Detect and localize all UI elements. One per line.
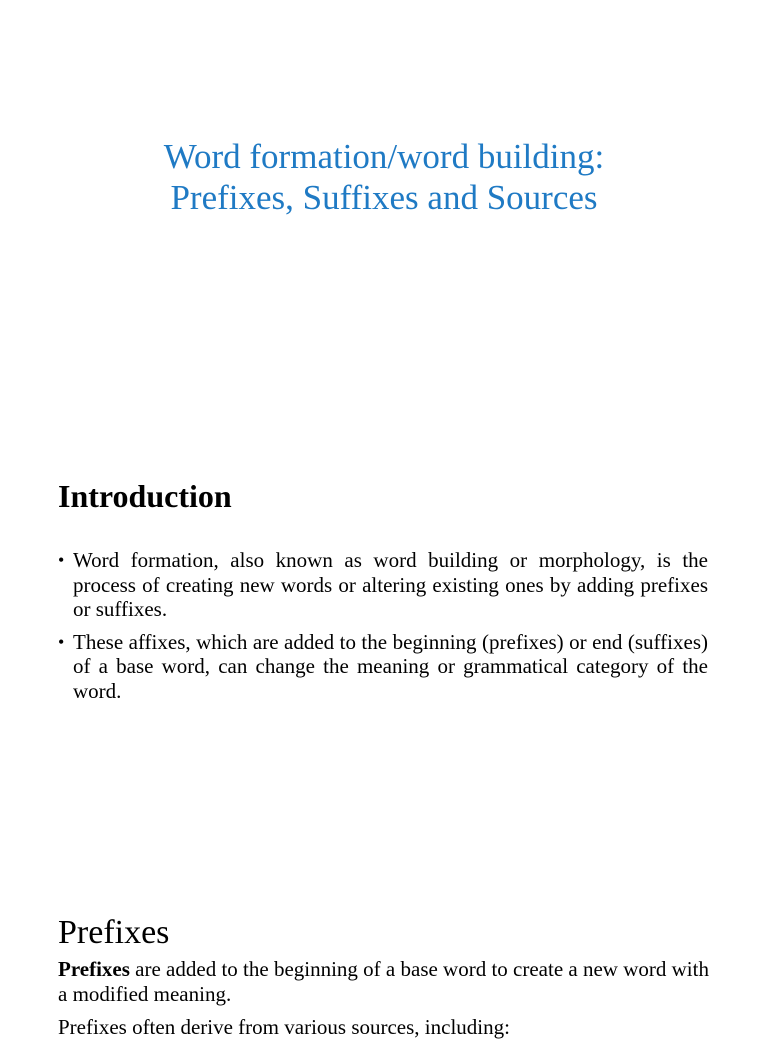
bullet-icon: • [58,550,65,570]
introduction-heading: Introduction [58,478,232,514]
bullet-item [58,630,708,704]
prefixes-heading: Prefixes [58,914,170,951]
bullet-item [58,548,708,622]
slide-title [0,136,768,218]
prefixes-bold-term: Prefixes [58,957,130,981]
prefixes-slide [0,895,768,1039]
prefixes-definition-text: are added to the beginning of a base word to create a new word with a modified meaning. [58,957,709,1006]
title-line-2: Prefixes, Suffixes and Sources [170,178,598,217]
prefixes-definition [58,957,718,1006]
introduction-bullet-list [58,548,708,711]
title-slide [0,0,768,450]
bullet-text: These affixes, which are added to the beginning (prefixes) or end (suffixes) of a base word, can change the meaning or grammatical category of the word. [73,629,708,703]
bullet-icon: • [58,631,65,652]
title-line-1: Word formation/word building: [163,137,605,176]
bullet-text: Word formation, also known as word building or morphology, is the process of creating new words or altering existing ones by adding prefixes or suffixes. [73,548,708,621]
introduction-slide [0,450,768,895]
prefixes-sources-line: Prefixes often derive from various sources, including: [58,1015,510,1039]
